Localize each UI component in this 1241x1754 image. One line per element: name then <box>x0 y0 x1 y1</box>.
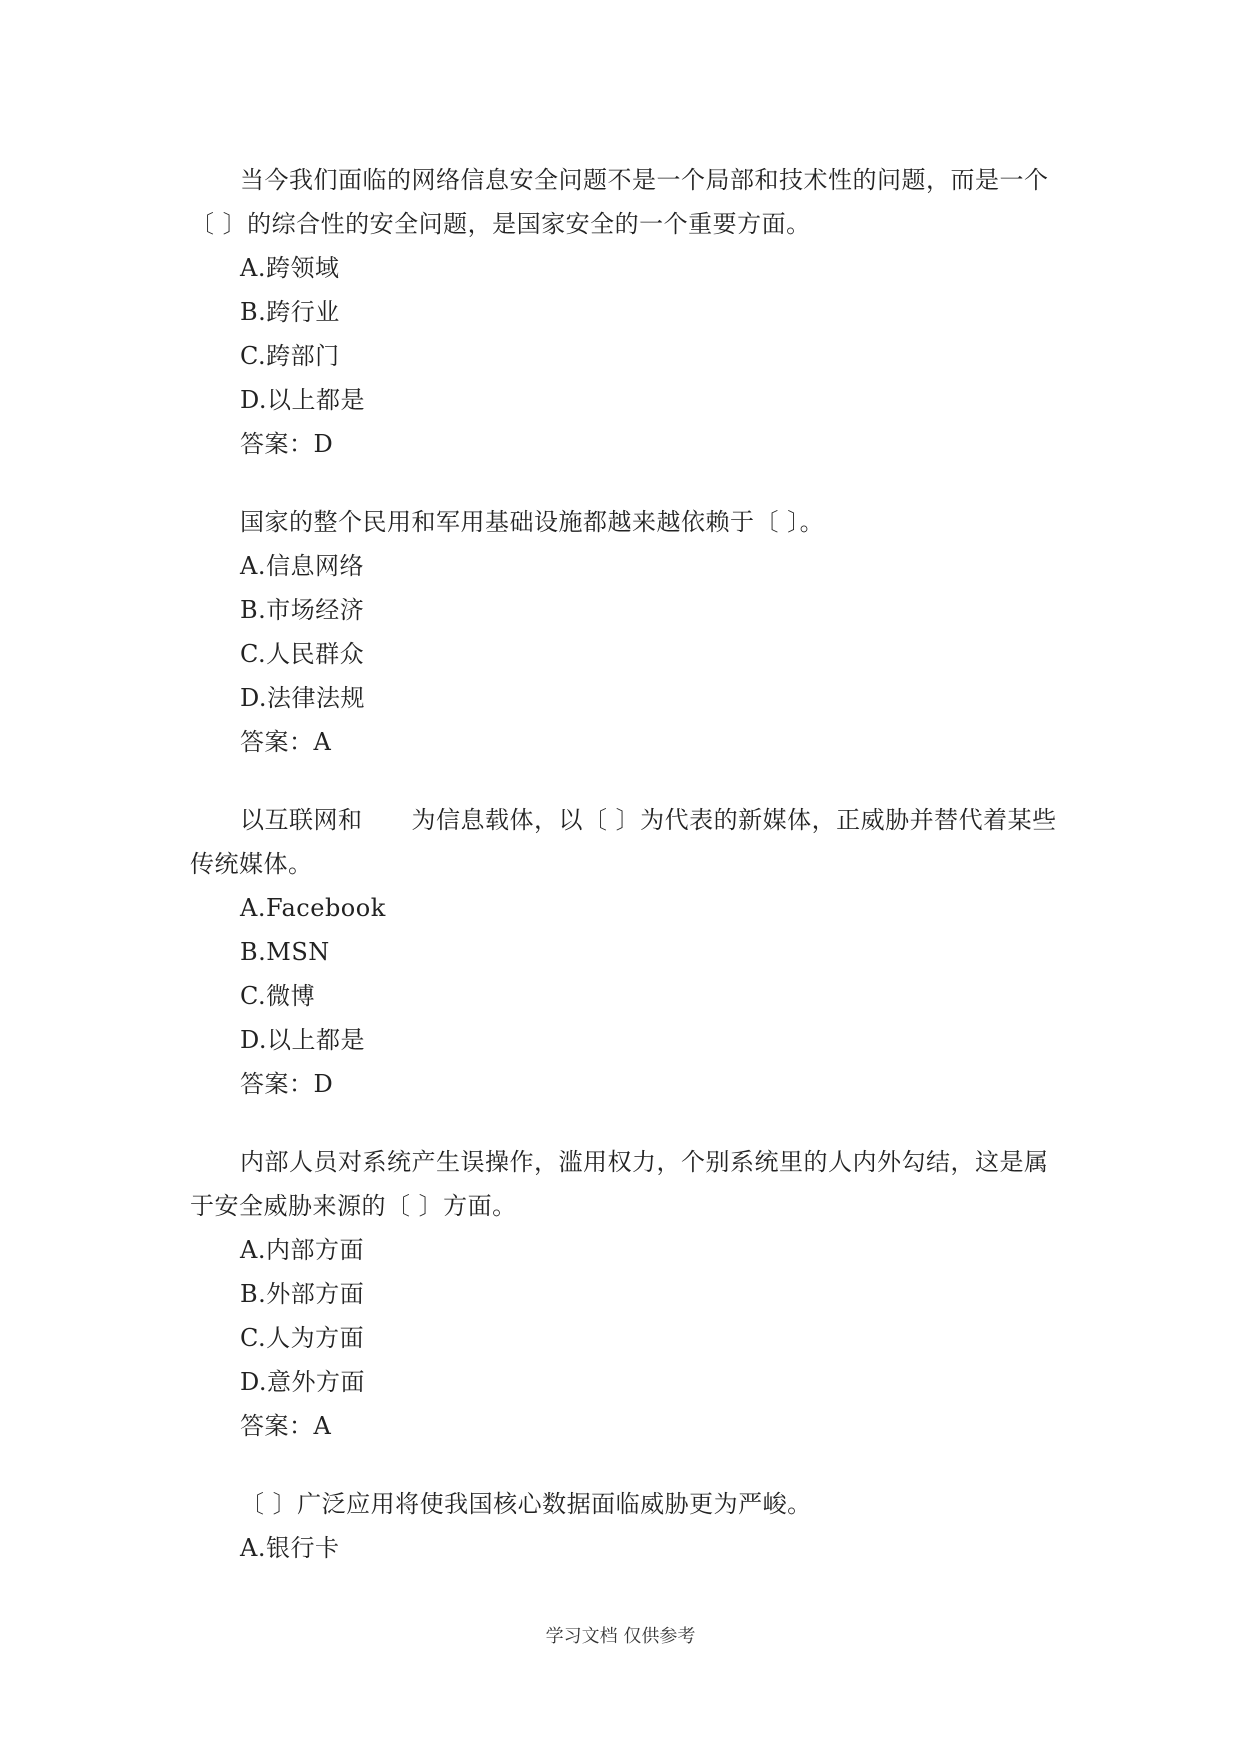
option-c: C.人为方面 <box>240 1324 365 1352</box>
option-c: C.微博 <box>240 982 316 1010</box>
option-d: D.法律法规 <box>240 684 366 712</box>
option-c: C.跨部门 <box>240 342 340 370</box>
option-a: A.内部方面 <box>240 1236 364 1264</box>
question-stem: 当今我们面临的网络信息安全问题不是一个局部和技术性的问题，而是一个〔 〕的综合性的安全问题，是国家安全的一个重要方面。 <box>190 166 1049 238</box>
option-b: B.市场经济 <box>240 596 365 624</box>
answer: 答案：D <box>240 1070 334 1098</box>
question-3 <box>190 798 1070 1106</box>
option-a: A.银行卡 <box>240 1534 340 1562</box>
answer: 答案：A <box>240 1412 332 1440</box>
option-b: B.跨行业 <box>240 298 340 326</box>
answer: 答案：D <box>240 430 334 458</box>
option-d: D.以上都是 <box>240 386 366 414</box>
option-c: C.人民群众 <box>240 640 365 668</box>
option-a: A.跨领域 <box>240 254 340 282</box>
option-a: A.信息网络 <box>240 552 364 580</box>
option-b: B.外部方面 <box>240 1280 365 1308</box>
question-list <box>190 158 1070 1604</box>
question-1 <box>190 158 1070 466</box>
question-5 <box>190 1482 1070 1570</box>
question-4 <box>190 1140 1070 1448</box>
question-stem: 内部人员对系统产生误操作，滥用权力，个别系统里的人内外勾结，这是属于安全威胁来源的〔 〕方面。 <box>190 1148 1049 1220</box>
answer: 答案：A <box>240 728 332 756</box>
option-b: B.MSN <box>240 938 330 966</box>
question-stem: 国家的整个民用和军用基础设施都越来越依赖于〔 〕。 <box>240 508 825 536</box>
question-stem: 〔 〕广泛应用将使我国核心数据面临威胁更为严峻。 <box>240 1490 812 1518</box>
question-2 <box>190 500 1070 764</box>
option-a: A.Facebook <box>240 894 386 922</box>
page-footer: 学习文档 仅供参考 <box>545 1626 696 1647</box>
option-d: D.以上都是 <box>240 1026 366 1054</box>
question-stem: 以互联网和 为信息载体，以〔 〕为代表的新媒体，正威胁并替代着某些传统媒体。 <box>190 806 1057 878</box>
option-d: D.意外方面 <box>240 1368 366 1396</box>
